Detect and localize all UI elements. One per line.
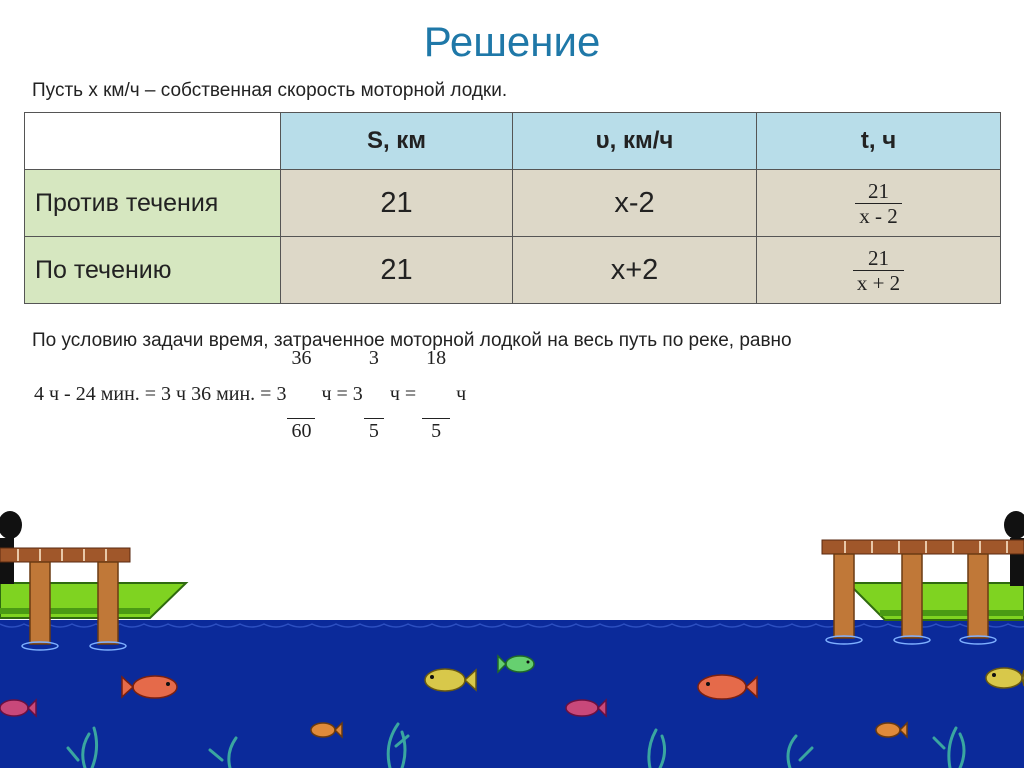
formula-part-4: ч (451, 382, 467, 405)
cell-time-downstream (757, 237, 1001, 304)
river-scene (0, 500, 1024, 768)
fraction-numerator: 21 (868, 245, 889, 270)
fraction-denominator: 5 (422, 418, 450, 443)
formula-part-2: ч = 3 (316, 382, 363, 405)
fraction-numerator: 3 (368, 346, 379, 369)
right-boat (848, 511, 1024, 620)
solution-table (24, 112, 1001, 304)
cell-speed-upstream: х-2 (513, 170, 757, 237)
slide-title: Решение (423, 18, 601, 65)
row-label-downstream: По течению (25, 237, 281, 304)
table-row (25, 170, 1001, 237)
cell-speed-downstream: х+2 (513, 237, 757, 304)
formula-fraction-1 (287, 298, 315, 491)
formula-fraction-2 (364, 298, 384, 491)
header-time: t, ч (757, 113, 1001, 170)
fraction-denominator: 60 (287, 418, 315, 443)
fraction-denominator: x + 2 (853, 270, 904, 295)
table-header-row (25, 113, 1001, 170)
fraction-denominator: 5 (364, 418, 384, 443)
cell-distance-upstream: 21 (281, 170, 513, 237)
table-row (25, 237, 1001, 304)
left-boat (0, 511, 186, 618)
time-fraction-upstream (855, 179, 902, 228)
formula-part-3: ч = (384, 382, 422, 405)
intro-text: Пусть х км/ч – собственная скорость моторной лодки. (32, 80, 508, 101)
fraction-numerator: 21 (868, 178, 889, 203)
fraction-numerator: 18 (426, 346, 447, 369)
fraction-denominator: x - 2 (855, 203, 902, 228)
header-distance: S, км (281, 113, 513, 170)
cell-time-upstream (757, 170, 1001, 237)
formula-fraction-3 (422, 298, 450, 491)
header-speed: υ, км/ч (513, 113, 757, 170)
header-empty-cell (25, 113, 281, 170)
condition-text: По условию задачи время, затраченное моторной лодкой на весь путь по реке, равно (32, 330, 792, 351)
time-formula (34, 346, 467, 442)
formula-part-1: 4 ч - 24 мин. = 3 ч 36 мин. = 3 (34, 382, 287, 405)
row-label-upstream: Против течения (25, 170, 281, 237)
time-fraction-downstream (853, 246, 904, 295)
fraction-numerator: 36 (291, 346, 312, 369)
cell-distance-downstream: 21 (281, 237, 513, 304)
